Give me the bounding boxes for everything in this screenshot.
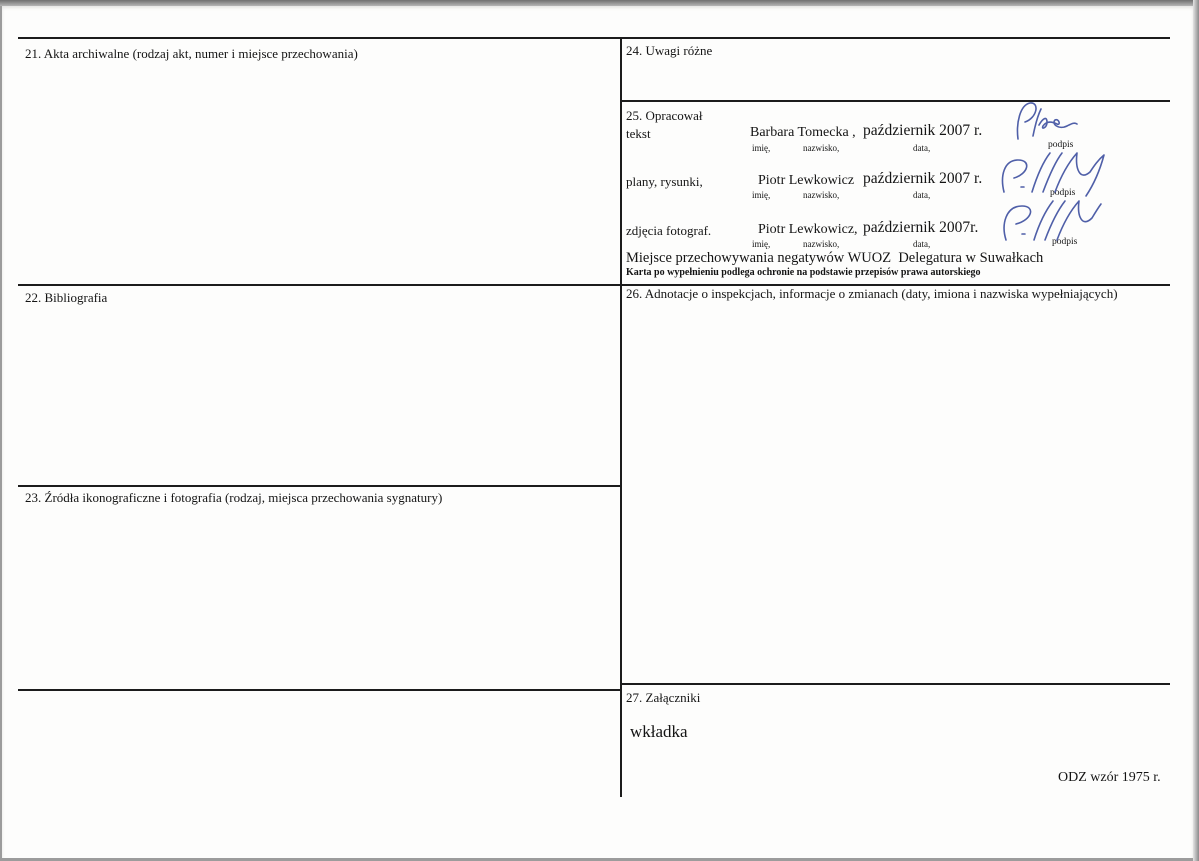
signature-photos-author	[998, 196, 1108, 246]
caption-surname: nazwisko,	[803, 190, 840, 200]
author-date-photos: październik 2007r.	[863, 219, 979, 236]
signature-text-author	[1012, 98, 1078, 144]
section-27-label: 27. Załączniki	[626, 690, 701, 705]
rule-bottom-right	[620, 683, 1170, 685]
rule-under-section-22	[18, 485, 620, 487]
section-25-label: 25. Opracował	[626, 108, 703, 123]
caption-signature: podpis	[1050, 188, 1076, 198]
rule-under-section-24	[620, 100, 1170, 102]
author-name-text: Barbara Tomecka ,	[750, 125, 856, 140]
author-role-plans: plany, rysunki,	[626, 174, 703, 189]
section-24-label: 24. Uwagi różne	[626, 43, 713, 58]
author-role-photos: zdjęcia fotograf.	[626, 223, 712, 238]
caption-surname: nazwisko,	[803, 143, 840, 153]
caption-surname: nazwisko,	[803, 239, 840, 249]
caption-date: data,	[913, 190, 931, 200]
attachment-value: wkładka	[630, 722, 688, 741]
author-date-plans: październik 2007 r.	[863, 170, 983, 187]
negatives-storage-note: Miejsce przechowywania negatywów WUOZ Delegatura w Suwałkach	[626, 250, 1044, 266]
section-22-label: 22. Bibliografia	[25, 290, 108, 305]
caption-date: data,	[913, 143, 931, 153]
section-21-label: 21. Akta archiwalne (rodzaj akt, numer i miejsce przechowania)	[25, 46, 358, 61]
author-date-text: październik 2007 r.	[863, 122, 983, 139]
author-name-plans: Piotr Lewkowicz	[758, 173, 855, 188]
caption-signature: podpis	[1048, 140, 1074, 150]
caption-first-name: imię,	[752, 143, 771, 153]
rule-top	[18, 37, 1170, 39]
signature-plans-author	[998, 148, 1108, 198]
caption-first-name: imię,	[752, 190, 771, 200]
scan-edge-top	[0, 0, 1199, 6]
section-26-label: 26. Adnotacje o inspekcjach, informacje o zmianach (daty, imiona i nazwiska wypełniających)	[626, 286, 1118, 301]
author-role-text: tekst	[626, 126, 651, 141]
scan-edge-right	[1193, 0, 1199, 861]
caption-first-name: imię,	[752, 239, 771, 249]
caption-signature: podpis	[1052, 237, 1078, 247]
form-template-note: ODZ wzór 1975 r.	[1058, 770, 1161, 785]
section-23-label: 23. Źródła ikonograficzne i fotografia (rodzaj, miejsca przechowania sygnatury)	[25, 490, 443, 505]
copyright-note: Karta po wypełnieniu podlega ochronie na podstawie przepisów prawa autorskiego	[626, 267, 981, 278]
rule-bottom-left	[18, 689, 620, 691]
author-name-photos: Piotr Lewkowicz,	[758, 222, 858, 237]
caption-date: data,	[913, 239, 931, 249]
